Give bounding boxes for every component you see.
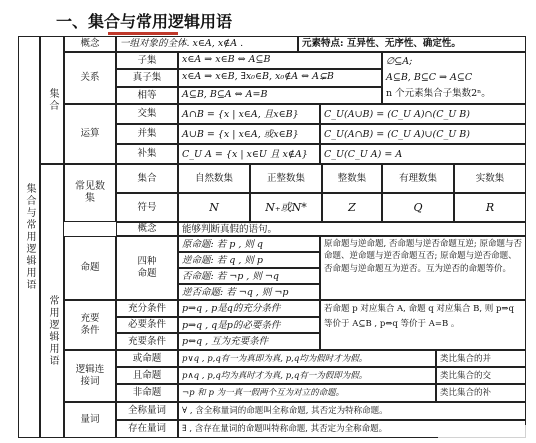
operation-text-0: A∩B = {x | x∈A, 且x∈B}: [178, 104, 320, 124]
relation-notes: [382, 52, 526, 104]
relation-text-0: x∈A ⇒ x∈B ⇔ A⊆B: [178, 52, 382, 69]
ns-header-2: 正整数集: [250, 164, 322, 193]
proposition-label: 命题: [64, 236, 116, 300]
proposition-row-0: 原命题: 若 p , 则 q: [178, 236, 320, 252]
outer-label: 集合与常用逻辑用语: [18, 36, 40, 438]
relation-name-0: 子集: [116, 52, 178, 69]
connective-name-1: 且命题: [116, 367, 178, 384]
quantifier-label: 量词: [64, 402, 116, 438]
relation-note-2: n 个元素集合子集数2ⁿ。: [386, 88, 491, 99]
connective-note-1: 类比集合的交: [436, 367, 526, 384]
condition-name-2: 充要条件: [116, 333, 178, 350]
operation-text-2: C_U A = {x | x∈U 且 x∉A}: [178, 144, 320, 164]
ns-symbol-3: Z: [322, 193, 382, 222]
relation-text-1: x∈A ⇒ x∈B, ∃x₀∈B, x₀∉A ⇔ A⊊B: [178, 69, 382, 87]
ns-symbol-0: 符号: [116, 193, 178, 222]
ns-header-3: 整数集: [322, 164, 382, 193]
ns-header-5: 实数集: [454, 164, 526, 193]
quantifier-text-0: ∀ , 含全称量词的命题叫全称命题, 其否定为特称命题。: [178, 402, 526, 420]
logic-concept-label: 概念: [116, 222, 178, 236]
relation-label: 关系: [64, 52, 116, 104]
condition-label: 充要条件: [64, 300, 116, 350]
relation-name-1: 真子集: [116, 69, 178, 87]
proposition-row-2: 否命题: 若 ¬p , 则 ¬q: [178, 268, 320, 284]
quantifier-name-1: 存在量词: [116, 420, 178, 438]
watermark-overlay: [438, 425, 534, 441]
logic-section-label: 常用逻辑用语: [40, 164, 64, 438]
title-underline: [108, 32, 178, 35]
ns-symbol-4: Q: [382, 193, 454, 222]
set-concept-text: 一组对象的全体. x∈A, x∉A .: [116, 36, 298, 52]
connective-text-2: ¬p 和 p 为一真一假两个互为对立的命题。: [178, 384, 436, 402]
proposition-sub: 四种命题: [116, 236, 178, 300]
ns-symbol-1: N: [178, 193, 250, 222]
set-concept-props: 元素特点: 互异性、无序性、确定性。: [298, 36, 526, 52]
operation-text-1: A∪B = {x | x∈A, 或x∈B}: [178, 124, 320, 144]
number-sets-label: 常见数集: [64, 164, 116, 222]
ns-header-0: 集合: [116, 164, 178, 193]
set-section-label: 集合: [40, 36, 64, 164]
operation-law-0: C_U(A∪B) = (C_U A)∩(C_U B): [320, 104, 526, 124]
ns-symbol-5: R: [454, 193, 526, 222]
condition-name-1: 必要条件: [116, 317, 178, 333]
connective-name-0: 或命题: [116, 350, 178, 367]
operation-name-2: 补集: [116, 144, 178, 164]
operation-law-1: C_U(A∩B) = (C_U A)∪(C_U B): [320, 124, 526, 144]
ns-header-4: 有理数集: [382, 164, 454, 193]
connective-text-0: p∨q , p,q有一为真即为真, p,q均为假时才为假。: [178, 350, 436, 367]
connective-note-2: 类比集合的补: [436, 384, 526, 402]
quantifier-text-1: ∃ , 含存在量词的命题叫特称命题, 其否定为全称命题。: [178, 420, 526, 438]
operation-law-2: C_U(C_U A) = A: [320, 144, 526, 164]
condition-name-0: 充分条件: [116, 300, 178, 317]
operation-name-1: 并集: [116, 124, 178, 144]
relation-note-1: A⊆B, B⊆C ⇒ A⊆C: [386, 72, 473, 83]
relation-text-2: A⊆B, B⊆A ⇔ A=B: [178, 87, 382, 104]
ns-symbol-2: N₊或N*: [250, 193, 322, 222]
condition-text-0: p⇒q , p是q的充分条件: [178, 300, 320, 317]
operation-label: 运算: [64, 104, 116, 164]
proposition-note: 原命题与逆命题, 否命题与逆否命题互逆; 原命题与否命题、逆命题与逆否命题互否; 原命题与逆否命题、否命题与逆命题互为逆否。互为逆否的命题等价。: [320, 236, 526, 300]
relation-note-0: ∅⊆A;: [386, 56, 413, 67]
condition-note: 若命题 p 对应集合 A, 命题 q 对应集合 B, 则 p⇒q 等价于 A⊆B , p⇔q 等价于 A=B 。: [320, 300, 526, 350]
condition-text-2: p⇔q , 互为充要条件: [178, 333, 320, 350]
logic-concept-text: 能够判断真假的语句。: [178, 222, 526, 236]
operation-name-0: 交集: [116, 104, 178, 124]
ns-header-1: 自然数集: [178, 164, 250, 193]
relation-name-2: 相等: [116, 87, 178, 104]
connective-text-1: p∧q , p,q均为真时才为真, p,q有一为假即为假。: [178, 367, 436, 384]
page-title: 一、集合与常用逻辑用语: [56, 12, 233, 31]
proposition-row-3: 逆否命题: 若 ¬q , 则 ¬p: [178, 284, 320, 300]
set-concept-label: 概念: [64, 36, 116, 52]
proposition-row-1: 逆命题: 若 q , 则 p: [178, 252, 320, 268]
condition-text-1: p⇒q , q是p的必要条件: [178, 317, 320, 333]
connective-label: 逻辑连接词: [64, 350, 116, 402]
connective-note-0: 类比集合的并: [436, 350, 526, 367]
connective-name-2: 非命题: [116, 384, 178, 402]
quantifier-name-0: 全称量词: [116, 402, 178, 420]
